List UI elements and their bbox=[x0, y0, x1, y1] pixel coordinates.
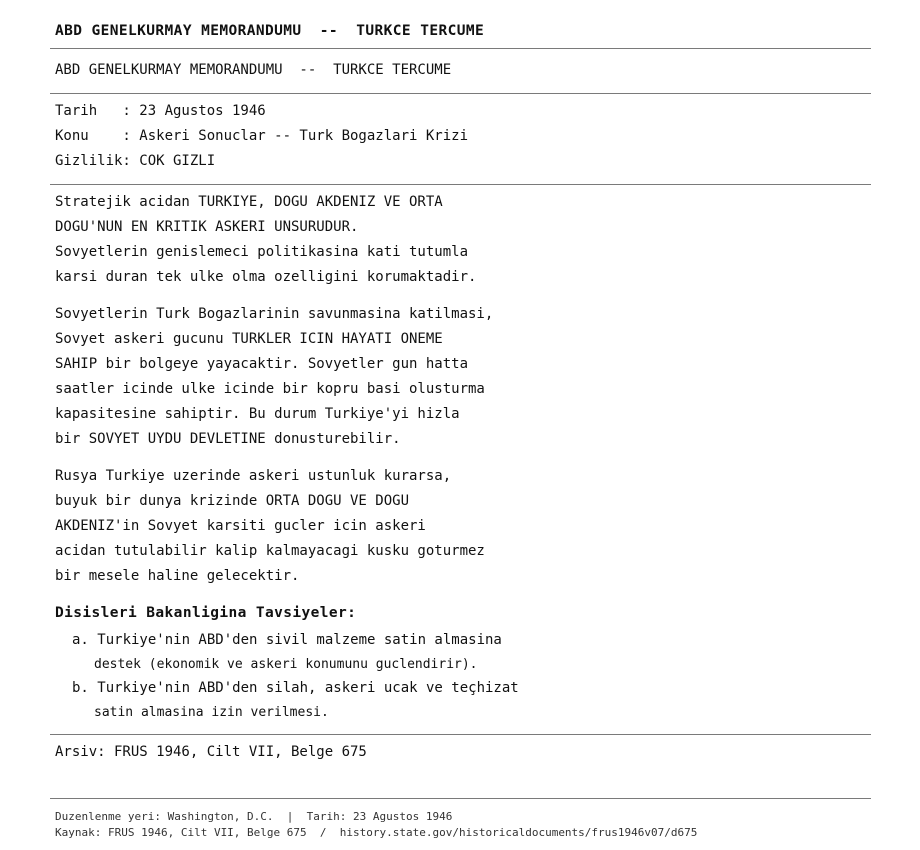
meta-classification: Gizlilik: COK GIZLI bbox=[55, 153, 216, 169]
recommendation-detail: destek (ekonomik ve askeri konumunu guclendirir). bbox=[94, 657, 478, 672]
paragraph-line: Sovyetlerin Turk Bogazlarinin savunmasina katilmasi, bbox=[55, 306, 494, 322]
recommendation-item: a. Turkiye'nin ABD'den sivil malzeme satin almasina bbox=[72, 632, 502, 648]
divider bbox=[50, 734, 871, 735]
footer-divider bbox=[50, 798, 871, 799]
footer-issued-line: Duzenlenme yeri: Washington, D.C. | Tarih: 23 Agustos 1946 bbox=[55, 810, 453, 823]
recommendation-item: b. Turkiye'nin ABD'den silah, askeri ucak ve teçhizat bbox=[72, 680, 519, 696]
paragraph-line: Rusya Turkiye uzerinde askeri ustunluk kurarsa, bbox=[55, 468, 452, 484]
paragraph-line: karsi duran tek ulke olma ozelligini korumaktadir. bbox=[55, 269, 477, 285]
document-title: ABD GENELKURMAY MEMORANDUMU -- TURKCE TERCUME bbox=[55, 23, 485, 39]
document-subtitle: ABD GENELKURMAY MEMORANDUMU -- TURKCE TERCUME bbox=[55, 62, 452, 78]
paragraph-line: kapasitesine sahiptir. Bu durum Turkiye'yi hizla bbox=[55, 406, 460, 422]
divider bbox=[50, 184, 871, 185]
meta-date: Tarih : 23 Agustos 1946 bbox=[55, 103, 266, 119]
paragraph-line: bir SOVYET UYDU DEVLETINE donusturebilir. bbox=[55, 431, 401, 447]
paragraph-line: bir mesele haline gelecektir. bbox=[55, 568, 300, 584]
recommendation-detail: satin almasina izin verilmesi. bbox=[94, 705, 329, 720]
paragraph-line: saatler icinde ulke icinde bir kopru basi olusturma bbox=[55, 381, 485, 397]
paragraph-line: buyuk bir dunya krizinde ORTA DOGU VE DOGU bbox=[55, 493, 410, 509]
paragraph-line: acidan tutulabilir kalip kalmayacagi kusku goturmez bbox=[55, 543, 485, 559]
paragraph-line: DOGU'NUN EN KRITIK ASKERI UNSURUDUR. bbox=[55, 219, 359, 235]
divider bbox=[50, 48, 871, 49]
paragraph-line: Sovyetlerin genislemeci politikasina kati tutumla bbox=[55, 244, 469, 260]
paragraph-line: Sovyet askeri gucunu TURKLER ICIN HAYATI ONEME bbox=[55, 331, 443, 347]
archive-reference: Arsiv: FRUS 1946, Cilt VII, Belge 675 bbox=[55, 744, 367, 760]
recommendations-heading: Disisleri Bakanligina Tavsiyeler: bbox=[55, 605, 357, 621]
divider bbox=[50, 93, 871, 94]
footer-source-line: Kaynak: FRUS 1946, Cilt VII, Belge 675 / history.state.gov/historicaldocuments/frus1946v07/d675 bbox=[55, 826, 698, 839]
paragraph-line: AKDENIZ'in Sovyet karsiti gucler icin askeri bbox=[55, 518, 426, 534]
paragraph-line: SAHIP bir bolgeye yayacaktir. Sovyetler gun hatta bbox=[55, 356, 469, 372]
paragraph-line: Stratejik acidan TURKIYE, DOGU AKDENIZ VE ORTA bbox=[55, 194, 443, 210]
meta-subject: Konu : Askeri Sonuclar -- Turk Bogazlari Krizi bbox=[55, 128, 469, 144]
